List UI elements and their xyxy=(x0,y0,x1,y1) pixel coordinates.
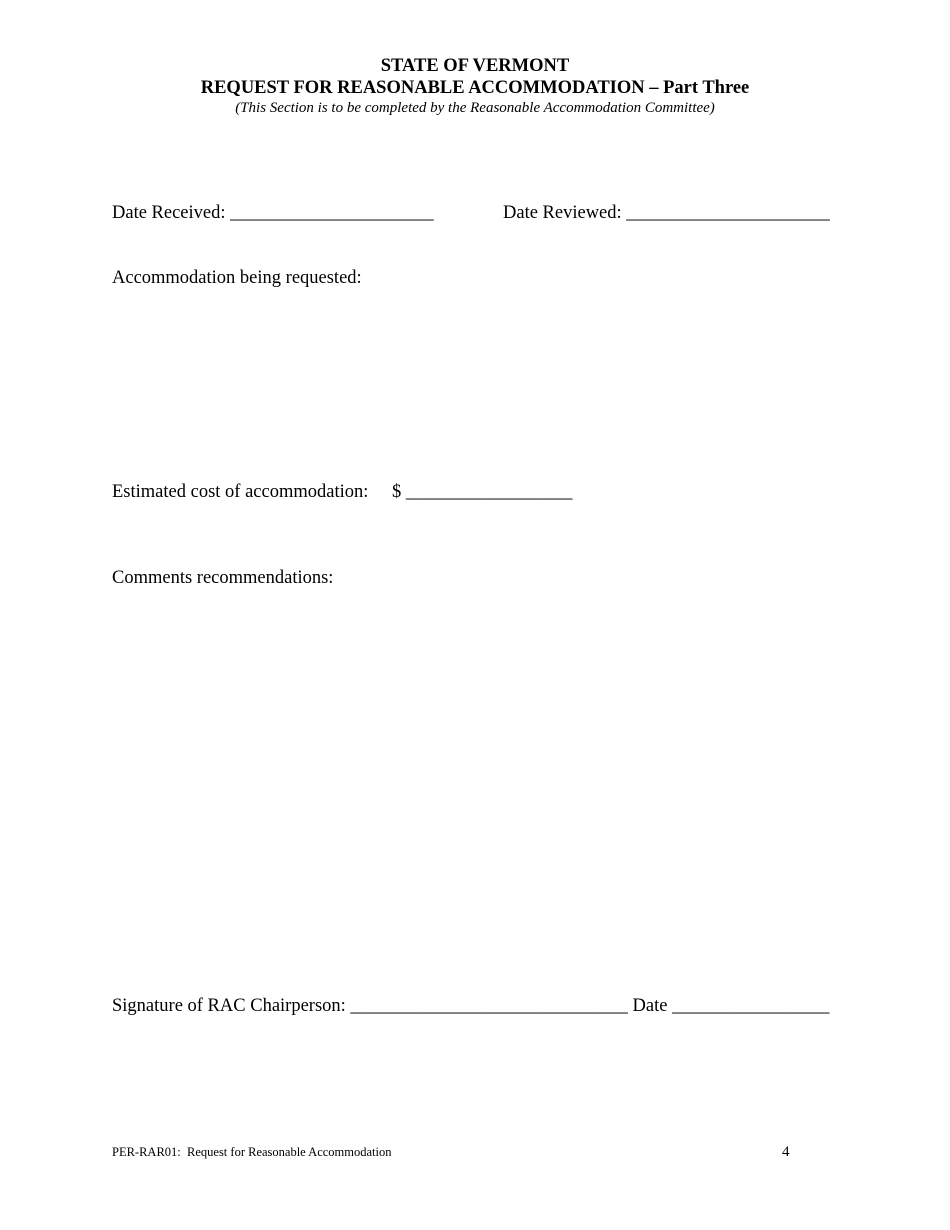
comments-recommendations-label: Comments recommendations: xyxy=(112,568,334,588)
header-state-title: STATE OF VERMONT xyxy=(380,56,570,76)
header-subtitle: (This Section is to be completed by the Reasonable Accommodation Committee) xyxy=(235,100,715,116)
estimated-cost-label: Estimated cost of accommodation: xyxy=(112,482,369,502)
header-form-title: REQUEST FOR REASONABLE ACCOMMODATION – Part Three xyxy=(200,78,750,98)
estimated-cost-field[interactable]: $ __________________ xyxy=(392,482,573,502)
accommodation-requested-label: Accommodation being requested: xyxy=(112,268,362,288)
page-number: 4 xyxy=(782,1144,790,1160)
date-received-field[interactable]: Date Received: ______________________ xyxy=(112,203,434,223)
footer-form-id: PER-RAR01: Request for Reasonable Accommodation xyxy=(112,1145,392,1159)
signature-line[interactable]: Signature of RAC Chairperson: ______________________________ Date _________________ xyxy=(112,996,830,1016)
date-reviewed-field[interactable]: Date Reviewed: ______________________ xyxy=(503,203,830,223)
